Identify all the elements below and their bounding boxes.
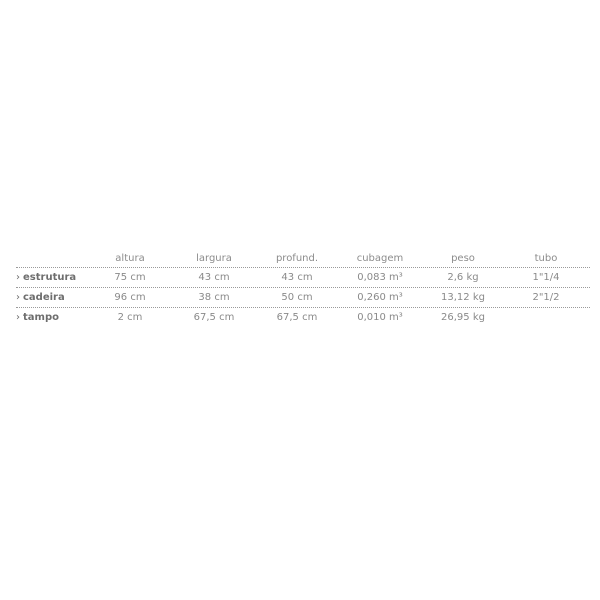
- row-label-text: cadeira: [23, 292, 65, 303]
- cell-altura: 2 cm: [117, 312, 143, 323]
- header-tubo: tubo: [534, 253, 558, 264]
- row-label-tampo: [16, 312, 59, 324]
- cell-profund: 43 cm: [281, 272, 313, 283]
- cell-peso: 2,6 kg: [447, 272, 479, 283]
- header-profund: profund.: [275, 253, 319, 264]
- spec-table: [16, 253, 590, 327]
- header-largura: largura: [196, 253, 232, 264]
- table-row-tampo: [16, 308, 590, 327]
- cell-altura: 96 cm: [114, 292, 146, 303]
- cell-peso: 13,12 kg: [441, 292, 485, 303]
- cell-cubagem: 0,260 m³: [357, 292, 403, 303]
- chevron-right-icon: ›: [16, 292, 20, 303]
- chevron-right-icon: ›: [16, 272, 20, 283]
- cell-cubagem: 0,083 m³: [357, 272, 403, 283]
- table-header-row: [16, 253, 590, 268]
- cell-profund: 50 cm: [281, 292, 313, 303]
- cell-largura: 67,5 cm: [193, 312, 235, 323]
- table-row-estrutura: [16, 268, 590, 288]
- cell-altura: 75 cm: [114, 272, 146, 283]
- table-row-cadeira: [16, 288, 590, 308]
- cell-cubagem: 0,010 m³: [357, 312, 403, 323]
- chevron-right-icon: ›: [16, 312, 20, 323]
- header-altura: altura: [115, 253, 145, 264]
- header-cubagem: cubagem: [356, 253, 404, 264]
- cell-tubo: 1"1/4: [532, 272, 560, 283]
- row-label-estrutura: [16, 272, 76, 284]
- header-peso: peso: [451, 253, 475, 264]
- cell-peso: 26,95 kg: [441, 312, 485, 323]
- row-label-cadeira: [16, 292, 65, 304]
- cell-tubo: 2"1/2: [532, 292, 560, 303]
- cell-largura: 43 cm: [198, 272, 230, 283]
- row-label-text: tampo: [23, 312, 59, 323]
- cell-profund: 67,5 cm: [276, 312, 318, 323]
- row-label-text: estrutura: [23, 272, 77, 283]
- cell-largura: 38 cm: [198, 292, 230, 303]
